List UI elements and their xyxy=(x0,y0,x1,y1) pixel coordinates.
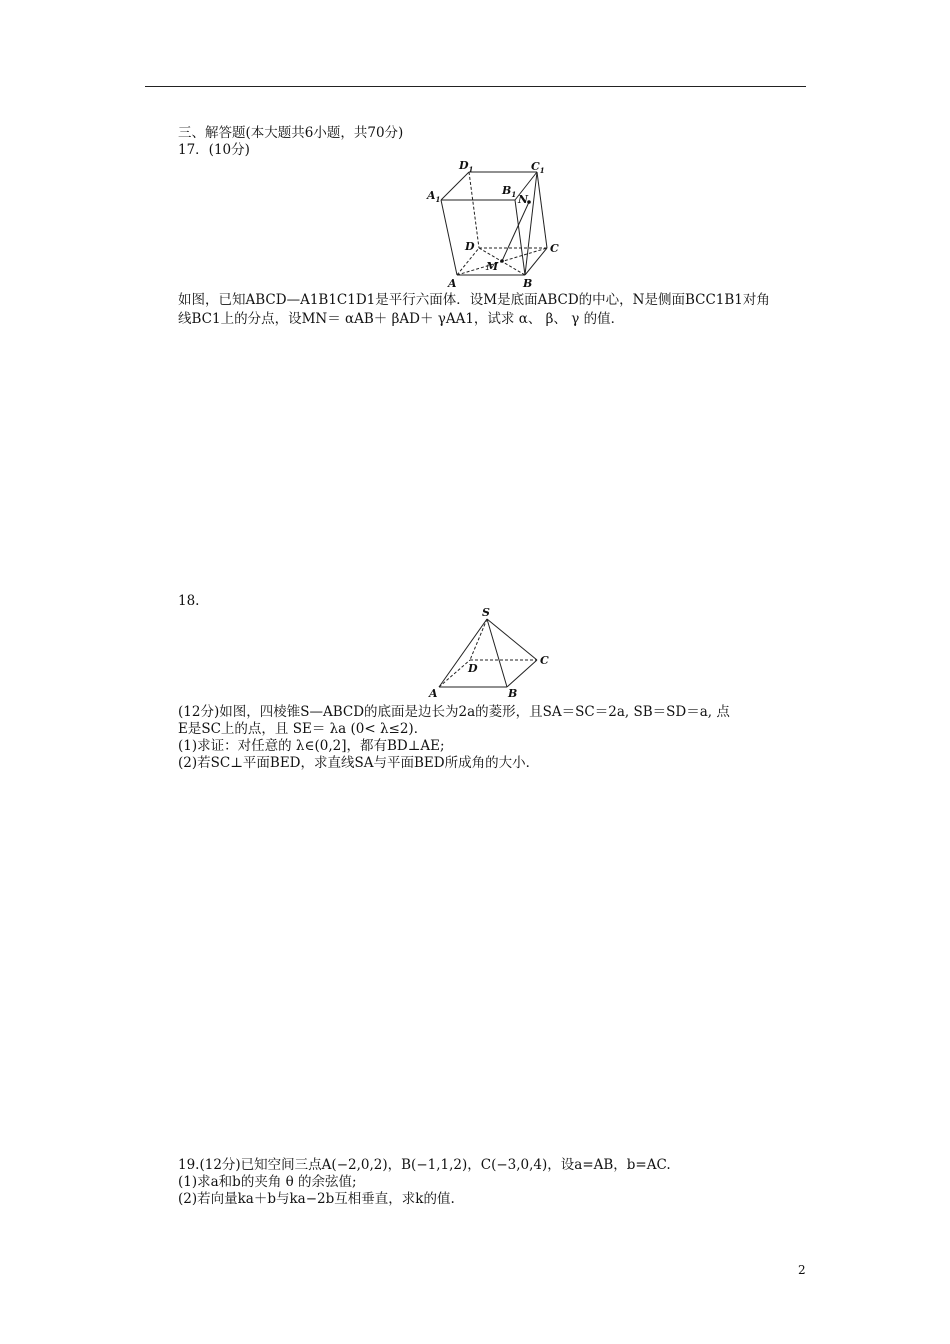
q17-text-line2: 线BC1上的分点，设MN＝ αAB＋ βAD＋ γAA1，试求 α、 β、 γ 的值． xyxy=(178,311,625,327)
segment-n-m xyxy=(502,202,529,261)
label-a: A xyxy=(429,687,438,700)
section-heading: 三、解答题(本大题共6小题，共70分) xyxy=(178,125,404,141)
q18-text-line2: E是SC上的点，且 SE＝ λa (0< λ≤2)． xyxy=(178,721,428,737)
q18-part1: (1)求证：对任意的 λ∈(0,2]，都有BD⊥AE; xyxy=(178,738,445,754)
edge-a1-a xyxy=(441,200,457,275)
edge-a1-d1 xyxy=(441,172,469,200)
q18-number: 18. xyxy=(178,593,200,609)
q18-text-line1: (12分)如图，四棱锥S—ABCD的底面是边长为2a的菱形，且SA＝SC＝2a, SB＝SD＝a, 点 xyxy=(178,704,730,720)
edge-s-a xyxy=(439,619,487,687)
label-d1: $D_1$ xyxy=(459,159,474,174)
page-number: 2 xyxy=(798,1263,806,1277)
label-a1: $A_1$ xyxy=(427,189,441,204)
q19-text-line1: 19.(12分)已知空间三点A(−2,0,2)，B(−1,1,2)，C(−3,0,4)，设a=AB，b=AC. xyxy=(178,1157,671,1173)
q17-parallelepiped-figure xyxy=(425,158,565,290)
header-rule xyxy=(145,86,806,87)
edge-s-c xyxy=(487,619,537,660)
edge-b-c xyxy=(507,660,537,687)
edge-s-b xyxy=(487,619,507,687)
edge-c1-c xyxy=(537,172,547,248)
label-d: D xyxy=(468,662,478,675)
diagonal-b-c1 xyxy=(525,172,537,275)
label-b: B xyxy=(523,277,533,290)
q17-header: 17．(10分) xyxy=(178,142,250,158)
edge-a-d-hidden xyxy=(439,660,470,687)
q18-pyramid-figure xyxy=(425,605,555,700)
q19-part1: (1)求a和b的夹角 θ 的余弦值; xyxy=(178,1174,357,1190)
label-s: S xyxy=(482,606,490,619)
q17-text-line1: 如图，已知ABCD—A1B1C1D1是平行六面体．设M是底面ABCD的中心，N是侧面BCC1B1对角 xyxy=(178,292,770,308)
label-c1: $C_1$ xyxy=(531,160,545,175)
edge-b-c xyxy=(525,248,547,275)
label-a: A xyxy=(448,277,457,290)
label-c: C xyxy=(540,654,549,667)
edge-d1-d-hidden xyxy=(469,172,479,248)
label-c: C xyxy=(550,242,559,255)
q19-part2: (2)若向量ka＋b与ka−2b互相垂直，求k的值. xyxy=(178,1191,455,1207)
label-n: N xyxy=(518,193,529,206)
label-d: D xyxy=(465,240,475,253)
label-b1: $B_1$ xyxy=(502,184,517,199)
label-m: M xyxy=(486,260,499,273)
edge-b1-b xyxy=(515,200,525,275)
q18-part2: (2)若SC⊥平面BED，求直线SA与平面BED所成角的大小． xyxy=(178,755,540,771)
label-b: B xyxy=(508,687,518,700)
point-m xyxy=(500,259,504,263)
